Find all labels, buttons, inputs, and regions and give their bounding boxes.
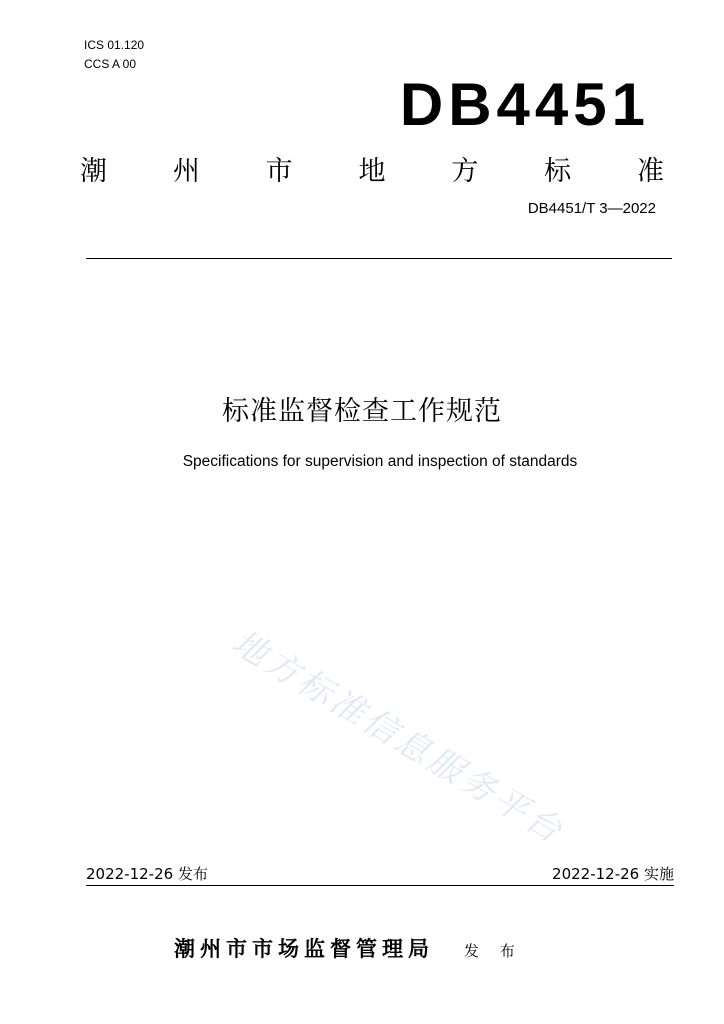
watermark: 地方标准信息服务平台 <box>225 622 572 853</box>
heading-char: 准 <box>636 156 664 187</box>
issued-label: 发 布 <box>464 942 523 960</box>
publish-date: 2022-12-26 发布 <box>86 865 208 883</box>
bottom-divider <box>86 885 674 886</box>
document-title-en: Specifications for supervision and inspection of standards <box>182 453 578 470</box>
ccs-code: CCS A 00 <box>84 57 137 71</box>
issuer-row <box>174 934 523 966</box>
heading-char: 州 <box>172 156 200 187</box>
issuer-name: 潮州市市场监督管理局 <box>174 937 434 961</box>
heading-char: 潮 <box>80 156 107 187</box>
classification-codes <box>84 36 144 74</box>
local-standard-heading <box>80 154 664 190</box>
heading-char: 地 <box>358 156 386 187</box>
heading-char: 市 <box>265 156 293 187</box>
heading-char: 方 <box>451 156 479 187</box>
db-mark: DB4451 <box>399 71 650 138</box>
heading-char: 标 <box>544 156 572 187</box>
date-row <box>86 864 674 884</box>
top-divider <box>86 258 672 259</box>
ics-code: ICS 01.120 <box>84 38 145 52</box>
document-title-cn: 标准监督检查工作规范 <box>222 396 502 427</box>
standard-code: DB4451/T 3—2022 <box>527 200 656 217</box>
implement-date: 2022-12-26 实施 <box>552 865 674 883</box>
